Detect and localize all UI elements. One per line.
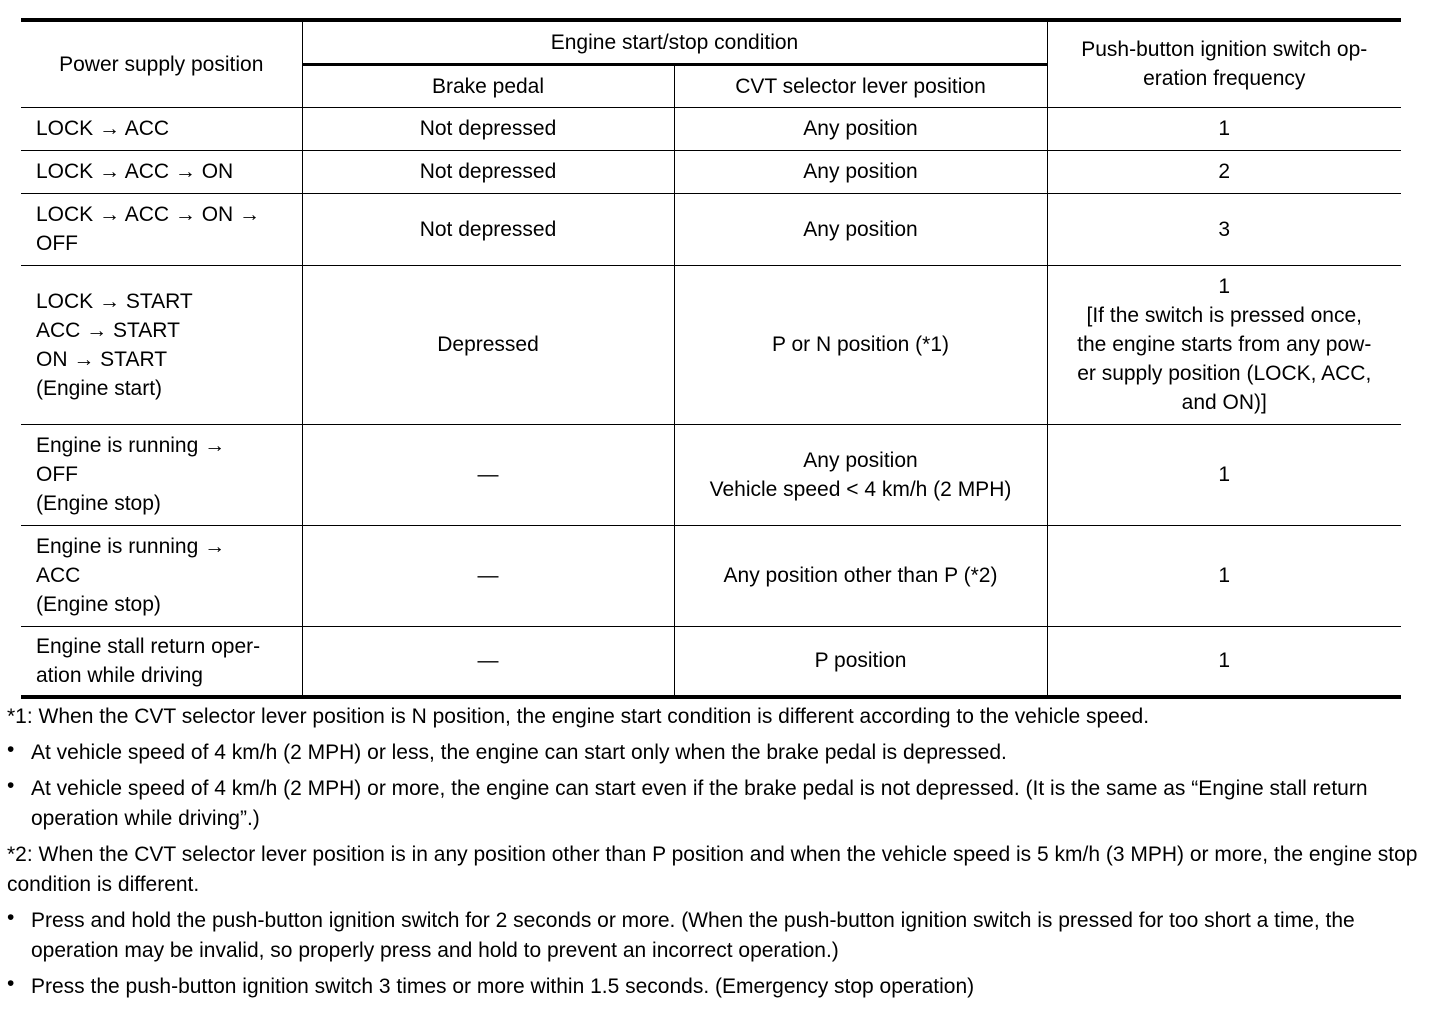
- brake-cell: Not depressed: [302, 193, 674, 265]
- selector-cell: Any position: [674, 107, 1047, 150]
- header-brake-pedal: Brake pedal: [302, 64, 674, 107]
- frequency-cell: 1 [If the switch is pressed once, the engine starts from any pow- er supply position (LOCK, ACC, and ON)]: [1047, 265, 1401, 424]
- frequency-cell: 1: [1047, 424, 1401, 525]
- position-cell: Engine is running → ACC (Engine stop): [21, 525, 302, 626]
- brake-cell: Not depressed: [302, 150, 674, 193]
- table-row: [21, 626, 1401, 697]
- footnotes: [7, 702, 1437, 1008]
- table-row: [21, 107, 1401, 150]
- list-item: [7, 738, 1437, 774]
- table-row: [21, 193, 1401, 265]
- selector-cell: Any position: [674, 193, 1047, 265]
- bullet-text: At vehicle speed of 4 km/h (2 MPH) or more, the engine can start even if the brake pedal is not depressed. (It is the same as “Engine stall return operation while driving”.): [31, 777, 1368, 830]
- frequency-cell: 1: [1047, 626, 1401, 697]
- header-engine-condition: Engine start/stop condition: [302, 20, 1047, 64]
- header-frequency-text: Push-button ignition switch op- eration frequency: [1081, 38, 1368, 91]
- position-cell: LOCK → ACC: [21, 107, 302, 150]
- brake-cell: —: [302, 525, 674, 626]
- brake-cell: Depressed: [302, 265, 674, 424]
- position-cell: Engine stall return oper- ation while driving: [21, 626, 302, 697]
- table-row: [21, 424, 1401, 525]
- bullet-icon: •: [7, 906, 15, 929]
- list-item: [7, 972, 1437, 1008]
- bullet-text: Press the push-button ignition switch 3 times or more within 1.5 seconds. (Emergency stop operation): [31, 975, 975, 998]
- position-cell: LOCK → ACC → ON: [21, 150, 302, 193]
- selector-cell: Any position other than P (*2): [674, 525, 1047, 626]
- bullet-icon: •: [7, 774, 15, 797]
- header-power-supply-position: Power supply position: [21, 20, 302, 107]
- header-frequency: [1047, 20, 1401, 107]
- selector-cell: Any position Vehicle speed < 4 km/h (2 MPH): [674, 424, 1047, 525]
- bullet-text: At vehicle speed of 4 km/h (2 MPH) or less, the engine can start only when the brake pedal is depressed.: [31, 741, 1007, 764]
- frequency-cell: 2: [1047, 150, 1401, 193]
- selector-cell: Any position: [674, 150, 1047, 193]
- selector-cell: P position: [674, 626, 1047, 697]
- position-cell: LOCK → START ACC → START ON → START (Engine start): [21, 265, 302, 424]
- power-supply-table: [21, 18, 1401, 699]
- frequency-cell: 1: [1047, 107, 1401, 150]
- brake-cell: —: [302, 626, 674, 697]
- list-item: [7, 906, 1437, 972]
- table-row: [21, 265, 1401, 424]
- list-item: [7, 774, 1437, 840]
- bullet-text: Press and hold the push-button ignition switch for 2 seconds or more. (When the push-button ignition switch is pressed for too short a time, the operation may be invalid, so properly press and hold to prevent an incorrect operation.): [31, 909, 1355, 962]
- header-cvt-selector: CVT selector lever position: [674, 64, 1047, 107]
- brake-cell: —: [302, 424, 674, 525]
- position-cell: LOCK → ACC → ON → OFF: [21, 193, 302, 265]
- table-row: [21, 525, 1401, 626]
- bullet-icon: •: [7, 738, 15, 761]
- brake-cell: Not depressed: [302, 107, 674, 150]
- frequency-cell: 3: [1047, 193, 1401, 265]
- selector-cell: P or N position (*1): [674, 265, 1047, 424]
- position-cell: Engine is running → OFF (Engine stop): [21, 424, 302, 525]
- table-row: [21, 150, 1401, 193]
- footnote-2: *2: When the CVT selector lever position is in any position other than P position and when the vehicle speed is 5 km/h (3 MPH) or more, the engine stop condition is different.: [7, 843, 1418, 896]
- bullet-icon: •: [7, 972, 15, 995]
- footnote-1: *1: When the CVT selector lever position is N position, the engine start condition is different according to the vehicle speed.: [7, 705, 1150, 728]
- frequency-cell: 1: [1047, 525, 1401, 626]
